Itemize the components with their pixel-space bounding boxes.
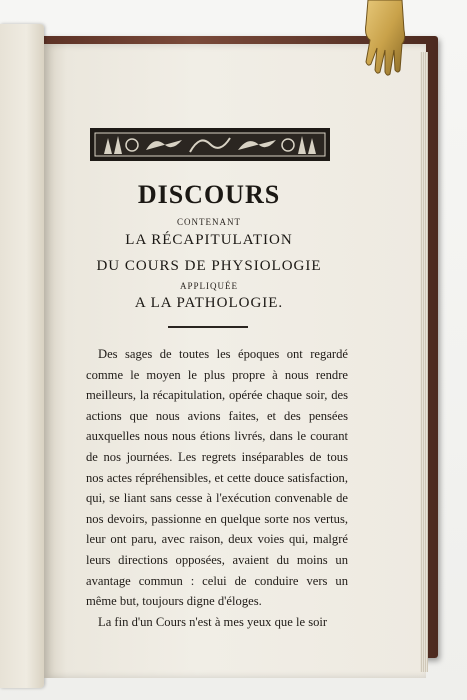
title-line-2: DU COURS DE PHYSIOLOGIE [96,258,322,274]
page-edge [420,52,428,672]
page-title: DISCOURS [137,180,281,209]
left-page [0,24,44,688]
body-text [86,344,348,632]
title-rule [168,326,248,328]
subtitle-contenant: CONTENANT [177,217,241,227]
ornamental-headpiece [90,128,330,161]
paragraph-1: Des sages de toutes les époques ont regardé comme le moyen le plus propre à nous rendre meilleurs, la récapitulation, opérée chaque soir, des actions que nous avions faites, et des pensées auxquelles nous nous étions livrés, dans le courant de nos journées. Les regrets inséparables de tous nos actes répréhensibles, et cette douce satisfaction, qui, se liant sans cesse à l'exécution convenable de nos devoirs, passionne en quelque sorte nos vertus, leur ont paru, avec raison, deux voies qui, malgré leurs directions opposées, avaient du moins un avantage commun : celui de conduire vers un même but, toujours digne d'éloges. [86,347,348,609]
title-line-3: A LA PATHOLOGIE. [134,295,284,311]
subtitle-appliquee: APPLIQUÉE [180,281,238,291]
brass-hand-bookmark [354,0,416,76]
paragraph-2: La fin d'un Cours n'est à mes yeux que le soir [98,614,328,629]
title-line-1: LA RÉCAPITULATION [125,232,293,248]
